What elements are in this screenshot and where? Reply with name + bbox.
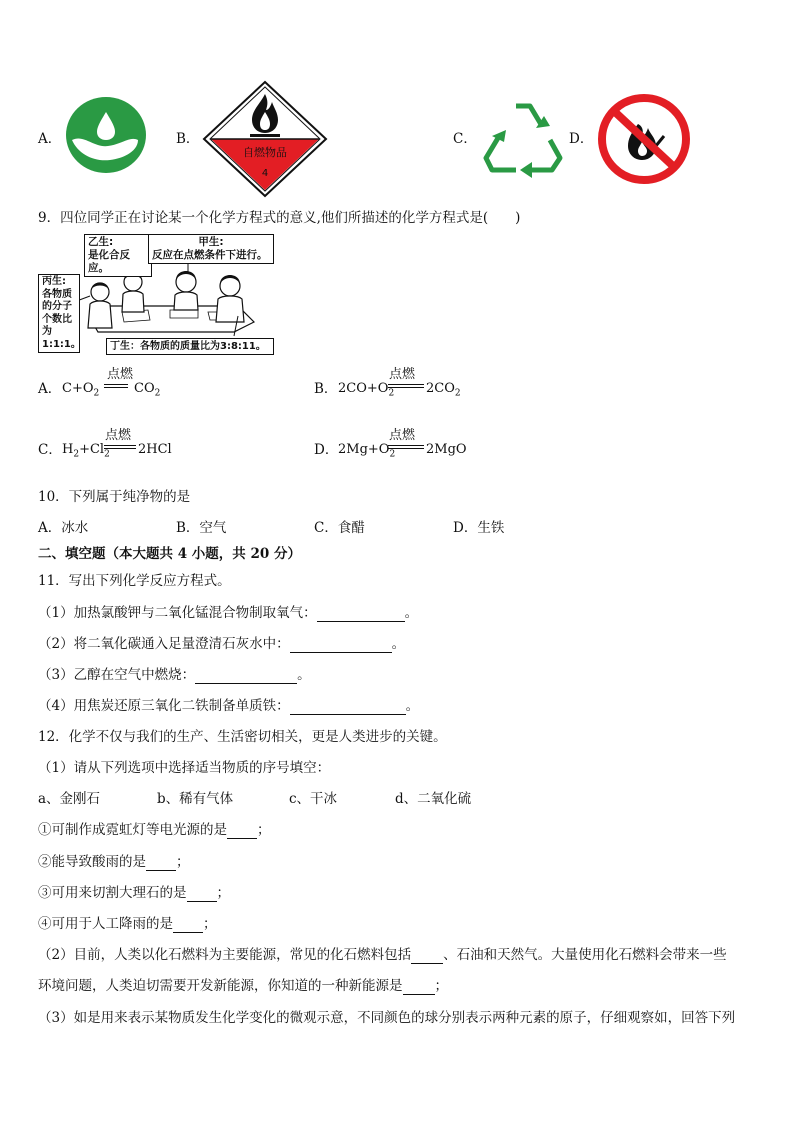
q9-option-c-label: C． bbox=[38, 442, 62, 458]
sign-b-number: 4 bbox=[261, 168, 269, 179]
recycle-icon bbox=[480, 98, 568, 178]
q12-part1: （1）请从下列选项中选择适当物质的序号填空： bbox=[38, 760, 331, 776]
q10-stem: 10．下列属于纯净物的是 bbox=[38, 489, 191, 505]
q8-label-d: D． bbox=[569, 131, 594, 147]
q12-blank-item: ④可用于人工降雨的是 ； bbox=[38, 916, 217, 932]
bubble-yi bbox=[84, 234, 152, 277]
q9-option-a-label: A． bbox=[38, 381, 62, 397]
answer-blank[interactable] bbox=[195, 669, 297, 684]
section-title: 二、填空题（本大题共 4 小题，共 20 分） bbox=[38, 546, 301, 562]
q11-item: （3）乙醇在空气中燃烧： 。 bbox=[38, 667, 311, 683]
q12-choice-a: a、金刚石 bbox=[38, 791, 101, 807]
bubble-bing bbox=[38, 274, 80, 353]
q12-blank-item: ②能导致酸雨的是 ； bbox=[38, 854, 190, 870]
q10-option-a: A．冰水 bbox=[38, 520, 89, 536]
q9-option-b-label: B． bbox=[314, 381, 338, 397]
bubble-jia bbox=[148, 234, 274, 264]
q12-part2-line1: （2）目前，人类以化石燃料为主要能源，常见的化石燃料包括 、石油和天然气。大量使用化石燃料会带来一些 bbox=[38, 947, 727, 963]
bubble-ding: 丁生：各物质的质量比为3:8:11。 bbox=[106, 338, 274, 355]
bubble-bing-line: 丙生: bbox=[42, 276, 66, 287]
q9-option-d-label: D． bbox=[314, 442, 339, 458]
q11-item: （2）将二氧化碳通入足量澄清石灰水中： 。 bbox=[38, 636, 406, 652]
spontaneous-combustion-sign-icon bbox=[202, 80, 328, 198]
q9-option-a-condition: 点燃 bbox=[107, 367, 134, 382]
bubble-bing-line: 的分子 bbox=[42, 301, 72, 312]
q9-option-c-lhs: $H_2+Cl_2$ bbox=[62, 442, 110, 460]
answer-blank[interactable] bbox=[227, 824, 257, 839]
no-fire-icon bbox=[598, 94, 690, 184]
q8-label-a: A． bbox=[38, 131, 62, 147]
q10-option-c: C．食醋 bbox=[314, 520, 365, 536]
answer-blank[interactable] bbox=[411, 949, 443, 964]
q10-option-b: B．空气 bbox=[176, 520, 227, 536]
q9-option-a-rhs: $CO_2$ bbox=[134, 381, 161, 399]
q12-part3: （3）如是用来表示某物质发生化学变化的微观示意，不同颜色的球分别表示两种元素的原子，仔细观察如，回答下列 bbox=[38, 1010, 736, 1026]
q8-label-b: B． bbox=[176, 131, 200, 147]
answer-blank[interactable] bbox=[290, 638, 392, 653]
q9-option-c-condition: 点燃 bbox=[105, 428, 132, 443]
answer-blank[interactable] bbox=[146, 856, 176, 871]
q9-option-c-rhs: 2HCl bbox=[138, 442, 172, 457]
q9-stem: 9．四位同学正在讨论某一个化学方程式的意义,他们所描述的化学方程式是( ) bbox=[38, 210, 521, 226]
answer-blank[interactable] bbox=[403, 980, 435, 995]
q9-option-b-lhs: $2CO+O_2$ bbox=[338, 381, 395, 399]
bubble-bing-line: 为1:1:1。 bbox=[42, 326, 81, 350]
q11-stem: 11．写出下列化学反应方程式。 bbox=[38, 573, 231, 589]
q9-option-b-equals bbox=[388, 384, 424, 388]
bubble-yi-line1: 乙生: bbox=[88, 236, 114, 248]
q9-option-b-condition: 点燃 bbox=[389, 367, 416, 382]
q9-option-d-rhs: 2MgO bbox=[426, 442, 467, 457]
q12-choice-c: c、干冰 bbox=[289, 791, 338, 807]
answer-blank[interactable] bbox=[187, 887, 217, 902]
water-saving-icon bbox=[64, 96, 148, 174]
bubble-jia-line2: 反应在点燃条件下进行。 bbox=[152, 249, 268, 261]
bubble-bing-line: 各物质 bbox=[42, 288, 72, 300]
answer-blank[interactable] bbox=[290, 700, 406, 715]
q9-option-a-lhs: $C+O_2$ bbox=[62, 381, 100, 399]
bubble-yi-line2: 是化合反应。 bbox=[88, 249, 130, 274]
q12-blank-item: ③可用来切割大理石的是 ； bbox=[38, 885, 230, 901]
sign-b-text: 自燃物品 bbox=[243, 146, 287, 159]
q12-stem: 12．化学不仅与我们的生产、生活密切相关，更是人类进步的关键。 bbox=[38, 729, 447, 745]
q12-choice-d: d、二氧化硫 bbox=[395, 791, 472, 807]
q9-option-c-equals bbox=[104, 445, 136, 449]
answer-blank[interactable] bbox=[173, 918, 203, 933]
bubble-bing-line: 个数比 bbox=[42, 313, 72, 325]
q9-option-a-equals bbox=[104, 384, 128, 388]
q11-item: （4）用焦炭还原三氧化二铁制备单质铁： 。 bbox=[38, 698, 420, 714]
q10-option-d: D．生铁 bbox=[453, 520, 505, 536]
q9-option-d-condition: 点燃 bbox=[389, 428, 416, 443]
q9-option-d-equals bbox=[388, 445, 424, 449]
q9-option-b-rhs: $2CO_2$ bbox=[426, 381, 461, 399]
bubble-jia-line1: 甲生: bbox=[198, 236, 224, 248]
q12-choice-b: b、稀有气体 bbox=[157, 791, 234, 807]
q12-part2-line2: 环境问题，人类迫切需要开发新能源，你知道的一种新能源是 ； bbox=[38, 978, 448, 994]
q9-option-d-lhs: $2Mg+O_2$ bbox=[338, 442, 396, 460]
q9-cartoon bbox=[38, 232, 278, 356]
q8-label-c: C． bbox=[453, 131, 477, 147]
q11-item: （1）加热氯酸钾与二氧化锰混合物制取氧气： 。 bbox=[38, 605, 419, 621]
q12-blank-item: ①可制作成霓虹灯等电光源的是 ； bbox=[38, 822, 271, 838]
answer-blank[interactable] bbox=[317, 607, 405, 622]
